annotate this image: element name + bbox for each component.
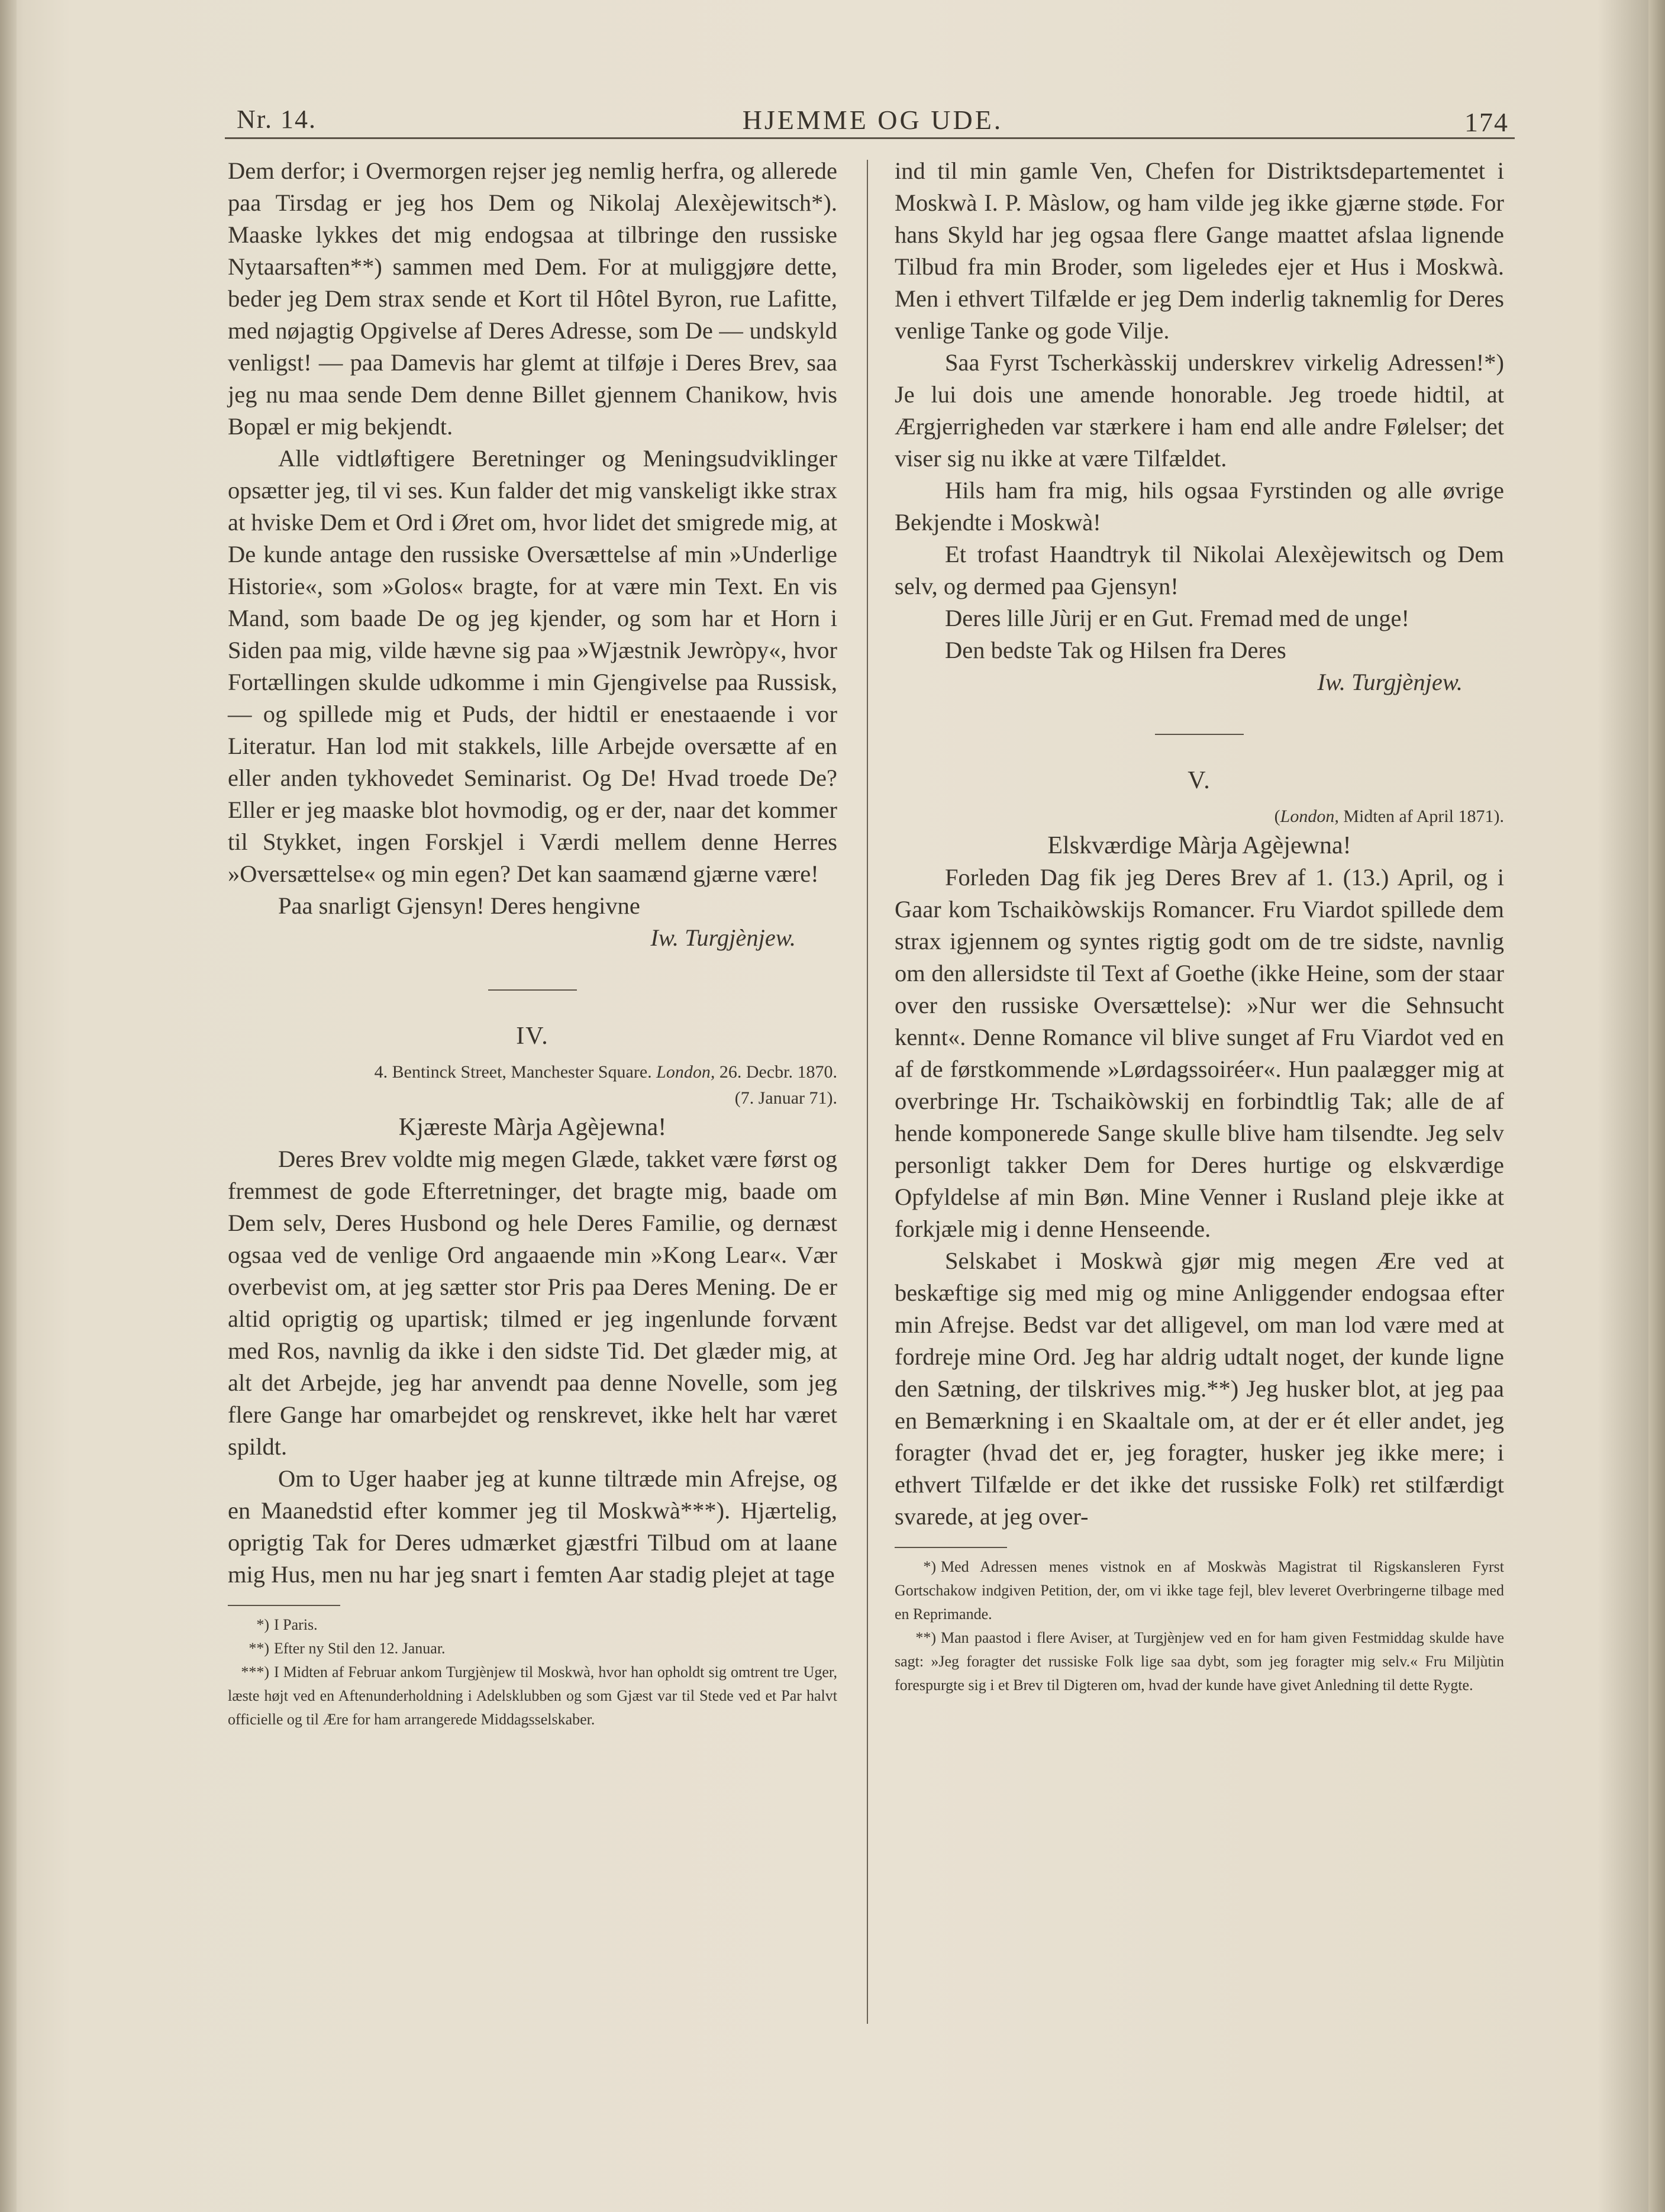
paragraph: Deres Brev voldte mig megen Glæde, takket være først og fremmest de gode Efterretninger, det bragte mig, baade om Dem selv, Deres Husbond og hele Deres Familie, og dernæst ogsaa ved de venlige Ord angaaende min »Kong Lear«. Vær overbevist om, at jeg sætter stor Pris paa Deres Mening. De er altid oprigtig og upartisk; tilmed er jeg ingenlunde forvænt med Ros, navnlig da ikke i den sidste Tid. Det glæder mig, at alt det Arbejde, jeg har anvendt paa denne Novelle, som jeg flere Gange har omarbejdet og renskrevet, ikke helt har været spildt. [228, 1146, 837, 1460]
paragraph: Deres lille Jùrij er en Gut. Fremad med de unge! [945, 605, 1410, 631]
section-heading: V. [1188, 767, 1211, 794]
footnote-separator [228, 1605, 340, 1606]
paragraph: ind til min gamle Ven, Chefen for Distriktsdepartementet i Moskwà I. P. Màslow, og ham vilde jeg ikke gjærne støde. For hans Skyld har jeg ogsaa flere Gange maattet afslaa lignende Tilbud fra min Broder, som ligeledes ejer et Hus i Moskwà. Men i ethvert Tilfælde er jeg Dem inderlig taknemlig for Deres venlige Tanke og gode Vilje. [895, 157, 1504, 344]
signature: Iw. Turgjènjew. [650, 924, 796, 951]
footnote [228, 1660, 837, 1731]
journal-title: HJEMME OG UDE. [742, 105, 1003, 135]
dateline-date: 26. Decbr. 1870. [719, 1062, 837, 1082]
dateline-city: London, [1280, 807, 1339, 826]
signature: Iw. Turgjènjew. [1317, 669, 1463, 695]
right-column [895, 155, 1504, 1697]
paragraph: Et trofast Haandtryk til Nikolai Alexèjewitsch og Dem selv, og dermed paa Gjensyn! [895, 541, 1504, 599]
footnote-mark: **) [249, 1640, 269, 1657]
running-header [237, 99, 1509, 141]
issue-number: Nr. 14. [237, 105, 317, 134]
footnote-text: I Paris. [274, 1616, 318, 1633]
salutation: Kjæreste Màrja Agèjewna! [398, 1114, 667, 1141]
footnote-mark: **) [915, 1629, 936, 1646]
footnote-mark: *) [256, 1616, 269, 1633]
page-number: 174 [1464, 107, 1509, 137]
paragraph: Om to Uger haaber jeg at kunne tiltræde min Afrejse, og en Maanedstid efter kommer jeg til Moskwà***). Hjærtelig, oprigtig Tak for Deres udmærket gjæstfri Tilbud om at laane mig Hus, men nu har jeg snart i femten Aar stadig plejet at tage [228, 1465, 837, 1588]
paragraph: Alle vidtløftigere Beretninger og Meningsudviklinger opsætter jeg, til vi ses. Kun falder det mig vanskeligt ikke strax at hviske Dem et Ord i Øret om, hvor lidet det smigrede mig, at De kunde antage den russiske Oversættelse af min »Underlige Historie«, som »Golos« bragte, for at være min Text. En vis Mand, som baade De og jeg kjender, og som har et Horn i Siden paa mig, vilde hævne sig paa »Wjæstnik Jewròpy«, hvor Fortællingen skulde udkomme i min Gjengivelse paa Russisk, — og spillede mig et Puds, der hidtil er enestaaende i vor Literatur. Han lod mit stakkels, lille Arbejde oversætte af en eller anden tykhovedet Seminarist. Og De! Hvad troede De? Eller er jeg maaske blot hovmodig, og er der, naar det kommer til Stykket, ingen Forskjel i Værdi mellem denne Herres »Oversættelse« og min egen? Det kan saamænd gjærne være! [228, 445, 837, 887]
dateline [228, 1059, 837, 1111]
footnote-text: Med Adressen menes vistnok en af Moskwàs Magistrat til Rigskansleren Fyrst Gortschakow indgiven Petition, der, om vi ikke tage fejl, blev leveret Overbringerne tilbage med en Reprimande. [895, 1558, 1504, 1623]
dateline: (London, Midten af April 1871). [1274, 807, 1504, 826]
book-edge [1648, 0, 1665, 2212]
dateline-date: Midten af April 1871). [1343, 807, 1504, 826]
header-rule [225, 137, 1515, 139]
footnote-text: Man paastod i flere Aviser, at Turgjènjew ved en for ham given Festmiddag skulde have sagt: »Jeg foragter det russiske Folk lige saa dybt, som jeg foragter mig selv.« Fru Miljùtin forespurgte sig i et Brev til Digteren om, hvad der kunde have givet Anledning til dette Rygte. [895, 1629, 1504, 1694]
paragraph: Forleden Dag fik jeg Deres Brev af 1. (13.) April, og i Gaar kom Tschaikòwskijs Romancer. Fru Viardot spillede dem strax igjennem og syntes rigtig godt om de tre sidste, navnlig om den allersidste til Text af Goethe (ikke Heine, som der staar over den russiske Oversættelse): »Nur wer die Sehnsucht kennt«. Denne Romance vil blive sunget af Fru Viardot ved en af de førstkommende »Lørdagssoiréer«. Hun paalægger mig at overbringe Hr. Tschaikòwskij en forbindtlig Tak; alle de af hende komponerede Sange skulle blive ham tilsendte. Jeg selv personligt takker Dem for Deres hurtige og elskværdige Opfyldelse af min Bøn. Mine Venner i Rusland pleje ikke at forkjæle mig i denne Henseende. [895, 864, 1504, 1242]
section-heading: IV. [516, 1023, 549, 1050]
paragraph: Paa snarligt Gjensyn! Deres hengivne [278, 892, 640, 919]
dateline-address: 4. Bentinck Street, Manchester Square. [374, 1062, 652, 1082]
footnote [228, 1637, 837, 1660]
paragraph: Selskabet i Moskwà gjør mig megen Ære ved at beskæftige sig med mig og mine Anliggender endogsaa efter min Afrejse. Bedst var det alligevel, om man lod være med at fordreje mine Ord. Jeg har aldrig udtalt noget, der kunde ligne den Sætning, der tilskrives mig.**) Jeg husker blot, at jeg paa en Bemærkning i en Skaaltale om, at der er ét eller andet, jeg foragter (hvad det er, jeg foragter, husker jeg ikke mere; i ethvert Tilfælde er det ikke det russiske Folk) ret stilfærdigt svarede, at jeg over- [895, 1247, 1504, 1530]
left-column [228, 155, 837, 1731]
footnote-mark: ***) [241, 1663, 269, 1681]
footnote-separator [895, 1547, 1007, 1548]
footnote-mark: *) [923, 1558, 936, 1575]
section-rule [1155, 734, 1244, 735]
footnote [228, 1613, 837, 1637]
paragraph: Den bedste Tak og Hilsen fra Deres [945, 637, 1286, 663]
dateline-city: London, [656, 1062, 715, 1082]
book-gutter [0, 0, 17, 2212]
salutation: Elskværdige Màrja Agèjewna! [1047, 832, 1351, 859]
paragraph: Hils ham fra mig, hils ogsaa Fyrstinden og alle øvrige Bekjendte i Moskwà! [895, 477, 1504, 536]
footnote [895, 1555, 1504, 1626]
paragraph: Saa Fyrst Tscherkàsskij underskrev virkelig Adressen!*) Je lui dois une amende honorable. Jeg troede hidtil, at Ærgjerrigheden var stærkere i ham end alle andre Følelser; det viser sig nu ikke at være Tilfældet. [895, 349, 1504, 472]
footnote [895, 1626, 1504, 1697]
footnote-text: I Midten af Februar ankom Turgjènjew til Moskwà, hvor han opholdt sig omtrent tre Uger, læste højt ved en Aftenunderholdning i Adelsklubben og som Gjæst var til Stede ved et Par halvt officielle og til Ære for ham arrangerede Middagsselskaber. [228, 1663, 837, 1728]
dateline-newstyle: (7. Januar 71). [734, 1088, 837, 1108]
paragraph: Dem derfor; i Overmorgen rejser jeg nemlig herfra, og allerede paa Tirsdag er jeg hos Dem og Nikolaj Alexèjewitsch*). Maaske lykkes det mig endogsaa at tilbringe den russiske Nytaarsaften**) sammen med Dem. For at muliggjøre dette, beder jeg Dem strax sende et Kort til Hôtel Byron, rue Lafitte, med nøjagtig Opgivelse af Deres Adresse, som De — undskyld venligst! — paa Damevis har glemt at tilføje i Deres Brev, saa jeg nu maa sende Dem denne Billet gjennem Chanikow, hvis Bopæl er mig bekjendt. [228, 157, 837, 440]
section-rule [488, 989, 577, 991]
footnote-text: Efter ny Stil den 12. Januar. [274, 1640, 446, 1657]
column-divider [867, 160, 868, 2024]
